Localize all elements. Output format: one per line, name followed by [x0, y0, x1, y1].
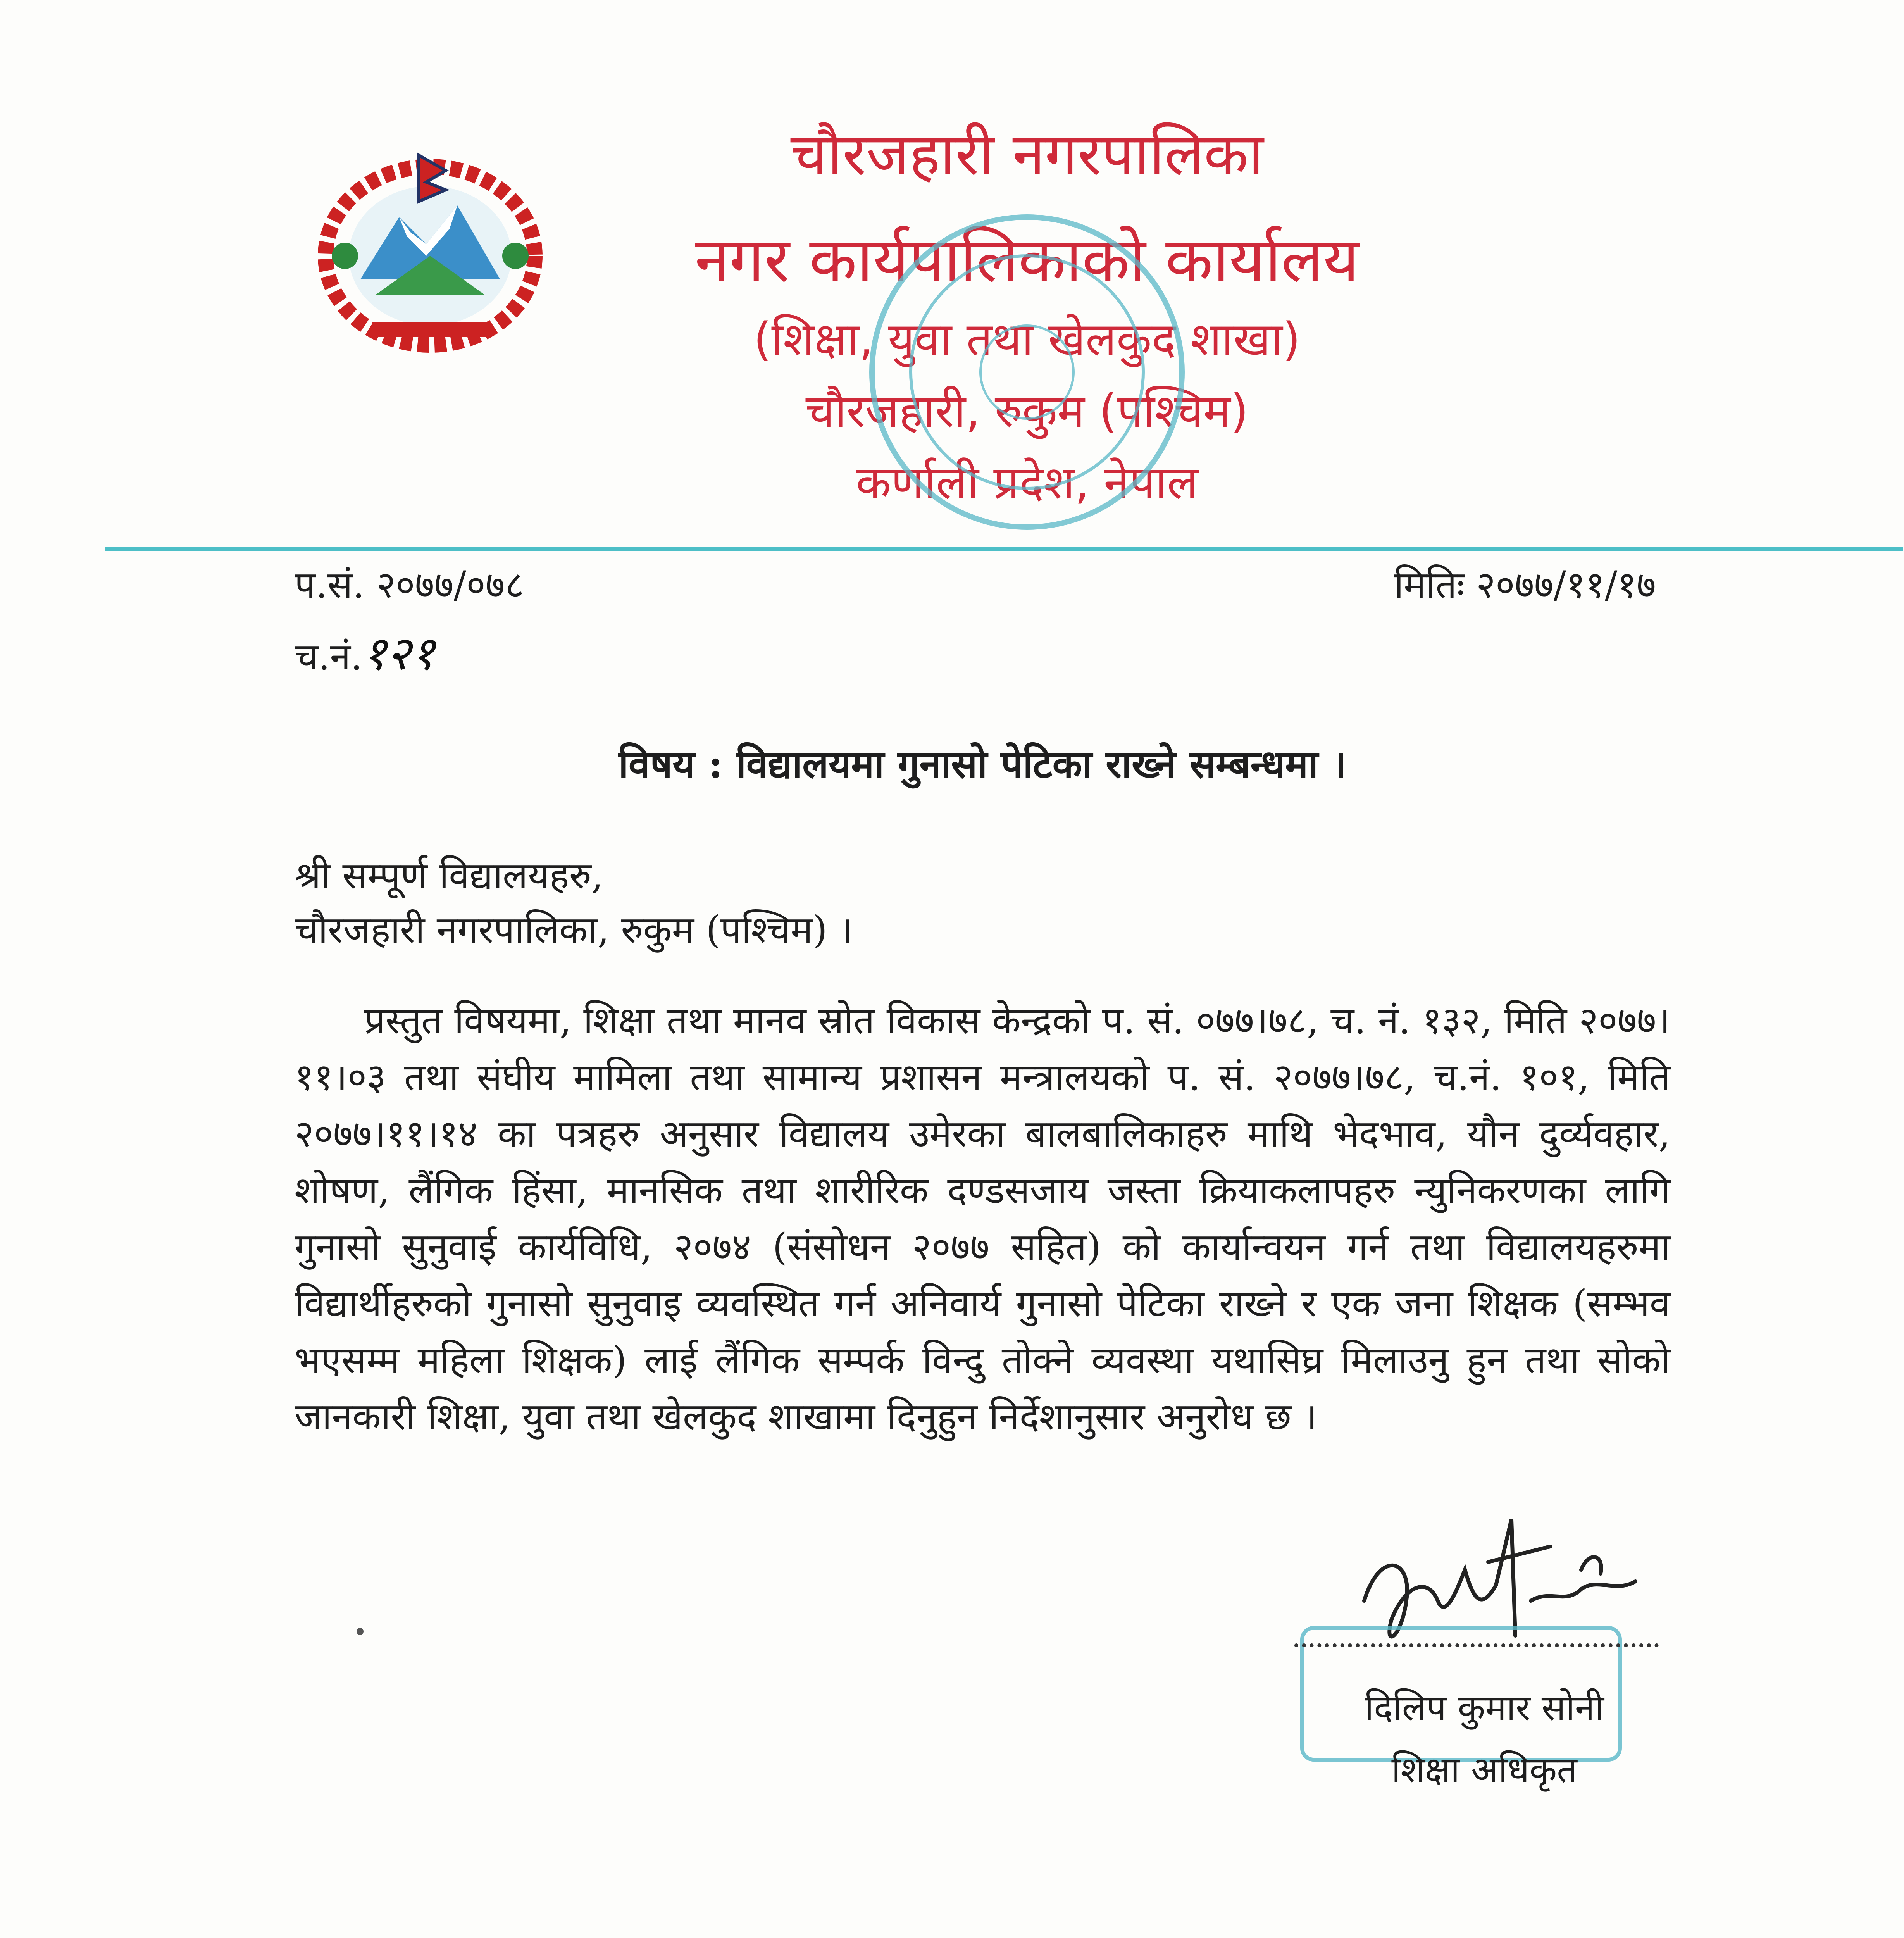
letter-subject: विषय : विद्यालयमा गुनासो पेटिका राख्ने सम्बन्धमा । [618, 741, 1347, 787]
dispatch-number [295, 620, 435, 683]
signatory-name: दिलिप कुमार सोनी [1365, 1687, 1604, 1729]
signatory-title: शिक्षा अधिकृत [1391, 1749, 1577, 1791]
dispatch-label: च.नं. [295, 635, 363, 678]
office-stamp-icon [853, 202, 1201, 543]
office-name: नगर कार्यपालिकाको कार्यालय [695, 224, 1359, 296]
office-address: चौरजहारी, रुकुम (पश्चिम) [805, 384, 1249, 438]
section-name: (शिक्षा, युवा तथा खेलकुद शाखा) [753, 312, 1301, 366]
reference-number: प.सं. २०७७/०७८ [295, 563, 524, 607]
signature-dotted-line [1294, 1643, 1659, 1647]
letter-body: प्रस्तुत विषयमा, शिक्षा तथा मानव स्रोत विकास केन्द्रको प. सं. ०७७।७८, च. नं. १३२, मिति २०७७।११।०३ तथा संघीय मामिला तथा सामान्य प्रशासन मन्त्रालयको प. सं. २०७७।७८, च.नं. १०१, मिति २०७७।११।१४ का पत्रहरु अनुसार विद्यालय उमेरका बालबालिकाहरु माथि भेदभाव, यौन दुर्व्यवहार, शोषण, लैंगिक हिंसा, मानसिक तथा शारीरिक दण्डसजाय जस्ता क्रियाकलापहरु न्युनिकरणका लागि गुनासो सुनुवाई कार्यविधि, २०७४ (संसोधन २०७७ सहित) को कार्यान्वयन गर्न तथा विद्यालयहरुमा विद्यार्थीहरुको गुनासो सुनुवाइ व्यवस्थित गर्न अनिवार्य गुनासो पेटिका राख्ने र एक जना शिक्षक (सम्भव भएसम्म महिला शिक्षक) लाई लैंगिक सम्पर्क विन्दु तोक्ने व्यवस्था यथासिघ्र मिलाउनु हुन तथा सोको जानकारी शिक्षा, युवा तथा खेलकुद शाखामा दिनुहुन निर्देशानुसार अनुरोध छ । [295, 999, 1670, 1438]
office-province: कर्णाली प्रदेश, नेपाल [856, 456, 1198, 509]
addressee-line-2: चौरजहारी नगरपालिका, रुकुम (पश्चिम) । [295, 908, 853, 952]
addressee-line-1: श्री सम्पूर्ण विद्यालयहरु, [295, 854, 603, 897]
letterhead-divider [105, 547, 1903, 551]
scan-speck [357, 1628, 364, 1635]
municipality-name: चौरजहारी नगरपालिका [790, 121, 1264, 188]
letter-date: मितिः २०७७/११/१७ [1394, 563, 1656, 607]
nepal-emblem-icon [310, 140, 550, 357]
dispatch-value: १२१ [362, 627, 435, 681]
